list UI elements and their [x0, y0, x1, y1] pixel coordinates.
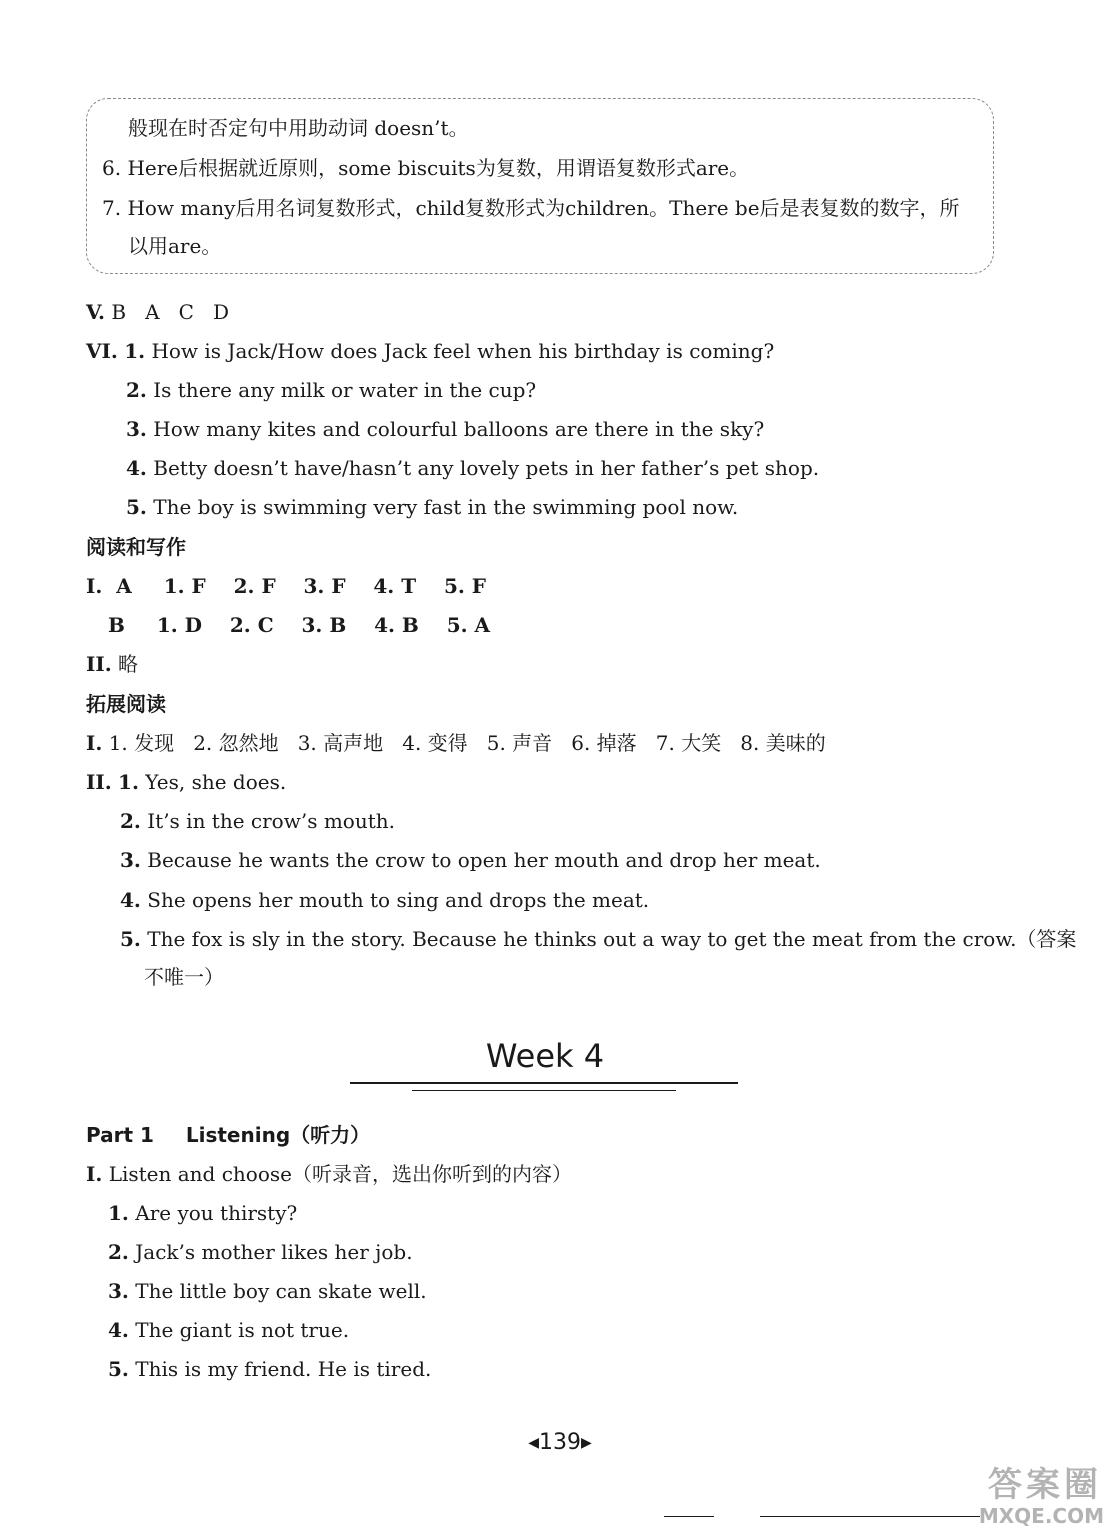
- item-number: 3.: [126, 417, 147, 441]
- watermark-cn: 答案圈: [988, 1465, 1102, 1505]
- item-number: 1.: [124, 339, 146, 363]
- item-text: Because he wants the crow to open her mouth and drop her meat.: [147, 848, 821, 872]
- item-number: 3.: [108, 1279, 129, 1303]
- part1-item-4: [108, 1316, 349, 1344]
- part1-section-text: Listen and choose（听录音，选出你听到的内容）: [108, 1162, 572, 1186]
- item-text: The fox is sly in the story. Because he thinks out a way to get the meat from the crow.（答案: [147, 927, 1077, 951]
- item-text: Is there any milk or water in the cup?: [153, 378, 537, 402]
- page-left-arrow-icon: ◀: [528, 1435, 539, 1451]
- extended-ii-item-4: [120, 886, 649, 914]
- extended-reading-heading: 拓展阅读: [86, 692, 166, 716]
- page-number: [500, 1428, 620, 1458]
- part1-item-5: [108, 1355, 431, 1383]
- section-v-answers: B A C D: [111, 300, 230, 324]
- reading-row-b: [108, 611, 490, 639]
- extended-row-i: [86, 729, 826, 757]
- part1-heading-part: Part 1: [86, 1123, 154, 1147]
- section-vi-item-3: [126, 415, 764, 443]
- part1-item-1: [108, 1199, 297, 1227]
- item-number: 4.: [126, 456, 147, 480]
- part1-item-2: [108, 1238, 413, 1266]
- item-number: 5.: [126, 495, 147, 519]
- item-number: 2.: [120, 809, 141, 833]
- item-text: The little boy can skate well.: [135, 1279, 427, 1303]
- note-line-4: 以用are。: [128, 234, 222, 258]
- part1-heading-title: Listening（听力）: [185, 1123, 371, 1147]
- item-number: 5.: [120, 927, 141, 951]
- item-text: Yes, she does.: [145, 770, 287, 794]
- extended-row-i-label: I.: [86, 731, 103, 755]
- item-number: 2.: [126, 378, 147, 402]
- title-rule-thick: [350, 1082, 738, 1084]
- item-text: Betty doesn’t have/hasn’t any lovely pets in her father’s pet shop.: [153, 456, 820, 480]
- section-v: [86, 298, 229, 326]
- item-number: 4.: [108, 1318, 129, 1342]
- extended-row-i-text: 1. 发现 2. 忽然地 3. 高声地 4. 变得 5. 声音 6. 掉落 7. 大笑 8. 美味的: [108, 731, 826, 755]
- item-text: She opens her mouth to sing and drops the meat.: [147, 888, 650, 912]
- note-line-3: 7. How many后用名词复数形式，child复数形式为children。There be后是表复数的数字，所: [102, 196, 960, 220]
- watermark-url: MXQE.COM: [978, 1504, 1104, 1528]
- section-vi-item-1: [86, 337, 774, 365]
- section-vi-label: VI.: [86, 339, 118, 363]
- reading-writing-heading: 阅读和写作: [86, 535, 186, 559]
- part1-section-i: [86, 1160, 572, 1188]
- reading-row-ii-text: 略: [118, 652, 139, 676]
- item-number: 1.: [108, 1201, 129, 1225]
- page-right-arrow-icon: ▶: [581, 1435, 592, 1451]
- part1-item-3: [108, 1277, 427, 1305]
- item-number: 4.: [120, 888, 141, 912]
- page-number-text: 139: [539, 1430, 581, 1455]
- item-text: Are you thirsty?: [135, 1201, 298, 1225]
- extended-ii-item-5-cont: 不唯一）: [144, 965, 224, 989]
- item-text: It’s in the crow’s mouth.: [147, 809, 395, 833]
- reading-row-ii: [86, 650, 138, 678]
- extended-ii-item-2: [120, 807, 395, 835]
- item-text: The giant is not true.: [135, 1318, 350, 1342]
- item-text: How is Jack/How does Jack feel when his birthday is coming?: [151, 339, 775, 363]
- reading-row-a-answers: 1. F 2. F 3. F 4. T 5. F: [163, 574, 486, 598]
- reading-row-a: [86, 572, 486, 600]
- reading-row-b-answers: 1. D 2. C 3. B 4. B 5. A: [156, 613, 491, 637]
- item-text: Jack’s mother likes her job.: [135, 1240, 413, 1264]
- section-vi-item-5: [126, 493, 738, 521]
- item-number: 5.: [108, 1357, 129, 1381]
- item-text: The boy is swimming very fast in the swimming pool now.: [153, 495, 739, 519]
- item-text: How many kites and colourful balloons are there in the sky?: [153, 417, 765, 441]
- reading-row-a-label: I. A: [86, 574, 132, 598]
- section-vi-item-4: [126, 454, 819, 482]
- reading-row-ii-label: II.: [86, 652, 112, 676]
- section-vi-item-2: [126, 376, 536, 404]
- note-line-2: 6. Here后根据就近原则，some biscuits为复数，用谓语复数形式are。: [102, 156, 750, 180]
- item-number: 1.: [118, 770, 139, 794]
- extended-ii-item-3: [120, 846, 821, 874]
- title-rule-thin: [412, 1090, 676, 1091]
- extended-ii-item-1: [86, 768, 286, 796]
- part1-heading: [86, 1121, 370, 1149]
- item-number: 3.: [120, 848, 141, 872]
- week-title: Week 4: [485, 1037, 605, 1075]
- watermark-logo: [936, 1466, 1106, 1530]
- item-text: This is my friend. He is tired.: [135, 1357, 432, 1381]
- reading-row-b-label: B: [108, 613, 125, 637]
- extended-row-ii-label: II.: [86, 770, 112, 794]
- section-v-label: V.: [86, 300, 105, 324]
- extended-ii-item-5: [120, 925, 1076, 953]
- note-line-1: 般现在时否定句中用助动词 doesn’t。: [128, 116, 469, 140]
- footer-rule-1: [664, 1516, 714, 1517]
- part1-section-label: I.: [86, 1162, 103, 1186]
- item-number: 2.: [108, 1240, 129, 1264]
